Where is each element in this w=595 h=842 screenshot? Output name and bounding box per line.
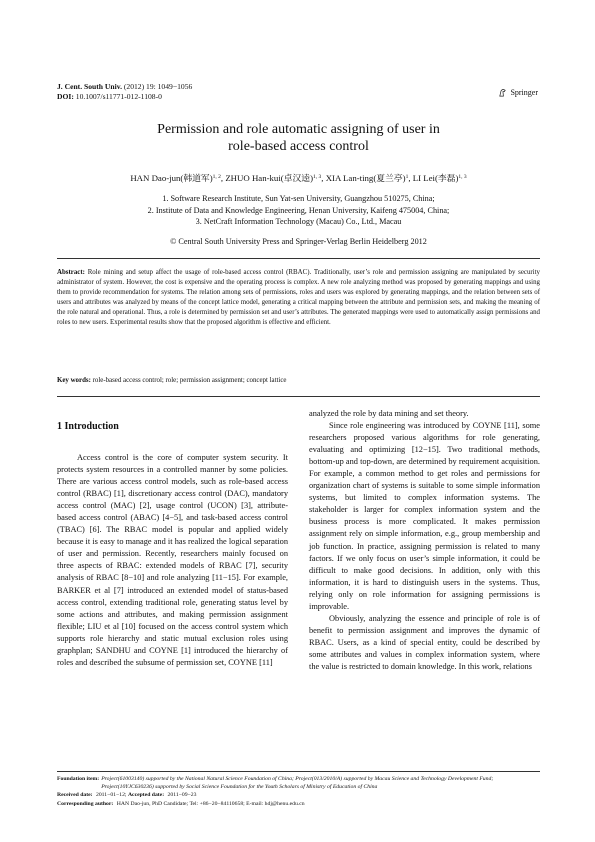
author: XIA Lan-ting(夏兰亭)$^1$, bbox=[325, 173, 413, 183]
abstract-top-rule bbox=[57, 258, 540, 259]
citation-line bbox=[57, 82, 540, 92]
keywords-label: Key words: bbox=[57, 377, 91, 384]
citation: (2012) 19: 1049−1056 bbox=[123, 82, 193, 91]
body-paragraph: Since role engineering was introduced by COYNE [11], some researchers proposed various algorithms for role generating, evaluating and optimizing [12−15]. Two traditional methods, bottom-up and top-down, are determined by requirement acquisition. For example, a common method to get roles and permissions for organization chart of systems is suitable to some simple information systems, but limited to complex information systems. The stakeholder is larger for complex information system and the business process is more complicated. It makes permission assignment rely on simple information, e.g., group membership and job function. In practice, assigning permission is related to many factors. If we only focus on user’s simple information, it could be difficult to make good decisions. In addition, only with this information, it is hard to distinguish users in the systems. Thus, relying only on role information for assigning permissions is improvable. bbox=[309, 421, 540, 611]
publisher-name: Springer bbox=[510, 88, 538, 97]
springer-horse-icon bbox=[498, 88, 507, 97]
accepted-label: Accepted date: bbox=[127, 792, 165, 799]
author-list bbox=[57, 172, 540, 184]
corresponding-text: HAN Dao-jun, PhD Candidate; Tel: +86−20−84110658; E-mail: hdj@henu.edu.cn bbox=[116, 800, 305, 807]
title-line-1: Permission and role automatic assigning of user in bbox=[157, 122, 440, 137]
received-date: 2011−01−12; bbox=[95, 792, 127, 799]
section-heading: 1 Introduction bbox=[57, 421, 119, 432]
foundation-item bbox=[57, 775, 540, 791]
accepted-date: 2011−09−23 bbox=[167, 792, 197, 799]
author: HAN Dao-jun(韩道军)$^{1, 2}$, bbox=[130, 173, 226, 183]
paper-title bbox=[57, 121, 540, 155]
author: LI Lei(李磊)$^{1, 3}$ bbox=[412, 173, 467, 183]
abstract-bottom-rule bbox=[57, 396, 540, 397]
abstract-label: Abstract: bbox=[57, 269, 85, 276]
keywords bbox=[57, 376, 540, 386]
title-line-2: role-based access control bbox=[228, 139, 369, 154]
abstract-text: Role mining and setup affect the usage of role-based access control (RBAC). Traditionally, user’s role and permission assigning are manipulated by security administrator of system. However, the cost is expensive and the operating process is complex. A new role analyzing method was proposed by generating mappings and using them to provide recommendation for systems. The relation among sets of permissions, roles and users was explored by generating mappings, and the relation between sets of users and attributes was analyzed by means of the concept lattice model, generating a critical mapping between the attribute and permission sets, and making the meaning of the role natural and operational. Thus, a role is determined by permission set and user’s attributes. The generated mappings were used to automatically assign permissions and roles to new users. Experimental results show that the proposed algorithm is effective and efficient. bbox=[57, 269, 540, 327]
body-paragraph: analyzed the role by data mining and set theory. bbox=[309, 409, 469, 418]
journal-name: J. Cent. South Univ. bbox=[57, 82, 122, 91]
received-label: Received date: bbox=[57, 792, 93, 799]
affiliation-1: 1. Software Research Institute, Sun Yat-sen University, Guangzhou 510275, China; bbox=[162, 194, 435, 203]
doi-line bbox=[57, 92, 540, 102]
footnote-rule bbox=[57, 771, 540, 772]
affiliation-2: 2. Institute of Data and Knowledge Engineering, Henan University, Kaifeng 475004, China; bbox=[147, 205, 450, 215]
corresponding-label: Corresponding author: bbox=[57, 800, 114, 807]
corresponding-line bbox=[57, 800, 540, 808]
keywords-text: role-based access control; role; permission assignment; concept lattice bbox=[92, 377, 287, 384]
doi-label: DOI: bbox=[57, 92, 74, 101]
foundation-label: Foundation item: bbox=[57, 776, 100, 782]
dates-line bbox=[57, 791, 540, 799]
publisher-logo bbox=[498, 88, 538, 97]
footnotes bbox=[57, 775, 540, 808]
body-paragraph: Access control is the core of computer system security. It protects system resources in a controlled manner by some policies. There are various access control models, such as role-based access control (RBAC) [1], discretionary access control (DAC), mandatory access control (MAC) [2], usage control (UCON) [3], attribute-based access control (ABAC) [4−5], and task-based access control (TBAC) [6]. The RBAC model is popular and applied widely because it is easy to manage and it has realized the logical separation of user and permission. Recently, researchers mainly focused on three aspects of RBAC: extended models of RBAC [7], security analysis of RBAC [8−10] and role analyzing [11−15]. For example, BARKER et al [7] introduced an extended model of status-based access control, extending traditional role, generating status level by some actions and attributes, and making permission assignment flexible; LIU et al [10] focused on the access control system which supports role hierarchy and static mutual exclusion roles using graphplan; SANDHU and COYNE [1] introduced the hierarchy of roles and described the subsume of permission set, COYNE [11] bbox=[57, 453, 288, 667]
right-column bbox=[309, 408, 540, 673]
foundation-text: Project(61003140) supported by the National Natural Science Foundation of China; Project(013/2010/A) supported by Macau Science and Technology Development Fund; Project(10YJC630236) supported by Social Science Foundation for the Youth Scholars of Ministry of Education of China bbox=[101, 776, 494, 791]
left-column bbox=[57, 420, 288, 669]
abstract bbox=[57, 268, 540, 329]
author: ZHUO Han-kui(卓汉逵)$^{1, 3}$, bbox=[225, 173, 326, 183]
affiliation-3: 3. NetCraft Information Technology (Macau) Co., Ltd., Macau bbox=[195, 217, 402, 227]
body-paragraph: Obviously, analyzing the essence and principle of role is of benefit to permission assignment and improves the dynamic of RBAC. Users, as a kind of special entity, could be described by some attributes and values in complex information system, where the value is restricted to domain knowledge. In this work, relations bbox=[309, 613, 540, 671]
doi: 10.1007/s11771-012-1108-0 bbox=[75, 92, 162, 101]
copyright-line: © Central South University Press and Springer-Verlag Berlin Heidelberg 2012 bbox=[170, 237, 427, 246]
affiliations bbox=[57, 193, 540, 228]
journal-header bbox=[57, 82, 540, 102]
